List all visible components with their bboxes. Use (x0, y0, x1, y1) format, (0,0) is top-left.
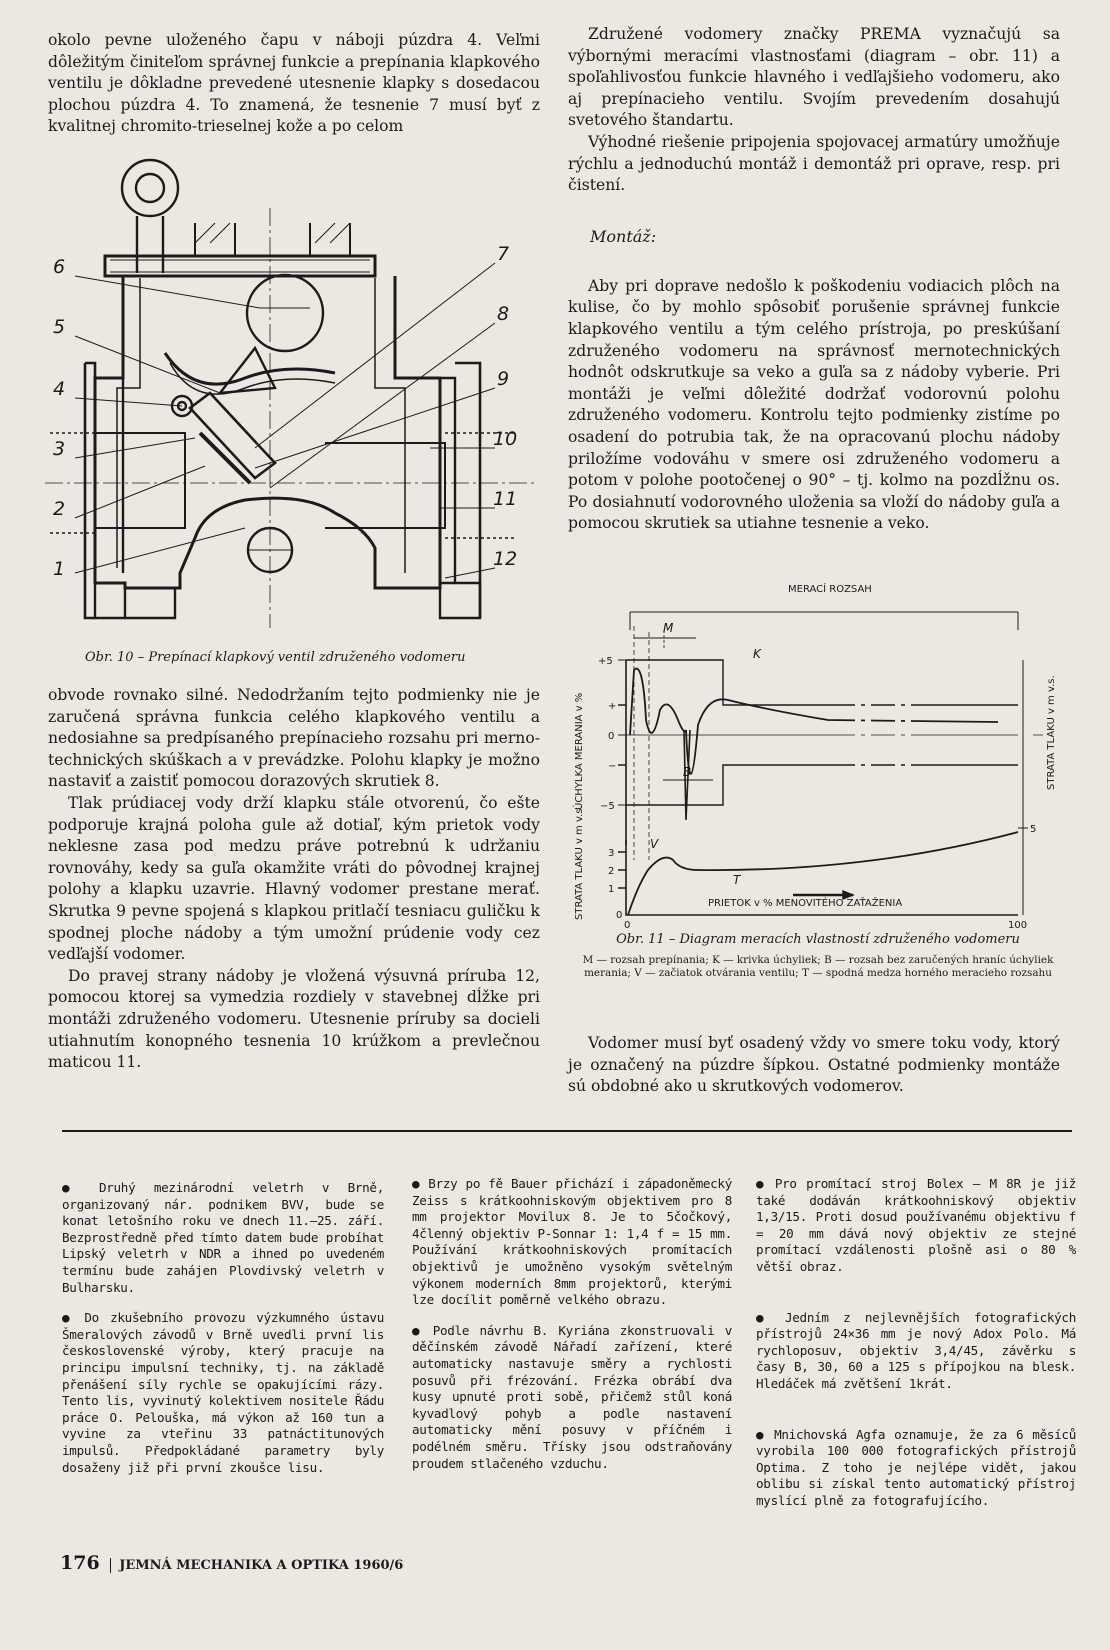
y-tick: +5 (598, 656, 613, 667)
y-axis-label-top: ÚCHYLKA MERANIA v % (574, 692, 585, 810)
eye-bolt-ring (122, 160, 178, 216)
news-item: ● Mnichovská Agfa oznamuje, že za 6 měsíců vyrobila 100 000 fotografických přístrojů Optima. Z toho je nejlépe vidět, jakou oblibu si získal tento automatický přístroj myslící plně za fotografujícího. (756, 1426, 1076, 1508)
y-tick: 3 (608, 848, 615, 859)
curve-label-t: T (733, 873, 741, 887)
journal-name: JEMNÁ MECHANIKA A OPTIKA 1960/6 (110, 1558, 403, 1573)
label-12: 12 (493, 548, 518, 570)
float-ball (247, 275, 323, 351)
curve-label-v: V (650, 837, 659, 851)
separator-rule (62, 1130, 1072, 1132)
label-5: 5 (53, 316, 66, 338)
news-item: ● Pro promítací stroj Bolex – M 8R je již také dodáván krátkoohniskový objektiv 1,3/15. Proti dosud používanému objektivu f = 20 mm dává nový objektiv ze stejné promítací vzdálenosti plošně asi o 80 % větší obraz. (756, 1176, 1076, 1274)
paragraph: Združené vodomery značky PREMA vyznačujú sa výbornými meracími vlastnosťami (diagram – obr. 11) a spoľahlivosťou funkcie hlavného i vedľajšieho vodomeru, ako aj prepínacieho ventilu. Svojím prevedením dosahujú svetového štandartu. (568, 25, 1060, 130)
y-tick: −5 (600, 801, 615, 812)
right-column-bottom (568, 1033, 1060, 1098)
figure-10 (45, 148, 545, 673)
section-heading: Montáž: (590, 226, 657, 246)
label-1: 1 (53, 558, 66, 580)
paragraph: Do pravej strany nádoby je vložená výsuvná príruba 12, pomocou ktorej sa vymedzia rozdiely v stavebnej dĺžke pri montáži združeného vodomeru. Utesnenie príruby sa docieli utiahnutím konopného tesnenia 10 krúžkom a prevlečnou maticou 11. (48, 966, 540, 1072)
measuring-diagram (568, 570, 1068, 931)
y-tick: 2 (608, 866, 615, 877)
y-tick: 0 (616, 910, 623, 921)
news-item: ● Podle návrhu B. Kyriána zkonstruovali v děčínském závodě Nářadí zařízení, které automaticky nastavuje směry a rychlosti posuvů při frézování. Frézka obrábí dva kusy upnuté proti sobě, přičemž stůl koná kyvadlový pohyb a podle nastavení automaticky mění posuvy v příčném i podélném směru. Třísky jsou odstraňovány proudem stlačeného vzduchu. (412, 1322, 732, 1471)
label-8: 8 (497, 303, 510, 325)
news-item: ● Do zkušebního provozu výzkumného ústavu Šmeralových závodů v Brně uvedli první lis československé výroby, který pracuje na principu impulsní techniky, tj. na základě přenášení síly rychle se opakujícími rázy. Tento lis, vyvinutý kolektivem nositele Řádu práce O. Pelouška, má výkon až 160 tun a vyvine za vteřinu 33 patnáctitunových impulsů. Předpokládané parametry byly dosaženy již při první zkoušce lisu. (62, 1310, 384, 1475)
y-tick: 1 (608, 884, 615, 895)
x-tick: 0 (624, 920, 631, 931)
y-tick: − (608, 761, 617, 772)
news-column-3 (756, 1176, 1076, 1524)
label-6: 6 (53, 256, 66, 278)
page-number: 176 (60, 1552, 100, 1574)
valve-drawing (45, 148, 545, 648)
news-item: ● Jedním z nejlevnějších fotografických přístrojů 24×36 mm je nový Adox Polo. Má rychloposuv, objektiv 3,4/45, závěrku s časy B, 30, 60 a 125 s přípojkou na blesk. Hledáček má zvětšení 1krát. (756, 1309, 1076, 1391)
x-axis-label: PRIETOK v % MENOVITÉHO ZAŤAŽENIA (708, 898, 903, 909)
label-11: 11 (493, 488, 518, 510)
bullet-icon: ● (756, 1309, 785, 1325)
page-footer (60, 1552, 403, 1574)
paragraph: Tlak prúdiacej vody drží klapku stále otvorenú, čo ešte podporuje krajná poloha gule až dotiaľ, kým prietok vody neklesne zasa pod medzu práve potrebnú k udržaniu rovnováhy, kedy sa guľa okamžite vráti do pôvodnej krajnej polohy a klapku uzavrie. Hlavný vodomer prestane merať. Skrutka 9 pevne spojená s klapkou pritlačí tesniacu guličku k spodnej ploche nádoby a tým umožní prúdenie vody cez vedľajší vodomer. (48, 793, 540, 964)
y-axis-label-bottom: STRATA TLAKU v m v.s. (574, 805, 585, 920)
paragraph: obvode rovnako silné. Nedodržaním tejto podmienky nie je zaručená správna funkcia celého klapkového ventilu a nedosiahne sa predpísaného prepínacieho rozsahu pri merno-technických skúškach a v prevádzke. Polohu klapky je možno nastaviť a zaistiť pomocou dorazových skrutiek 8. (48, 686, 540, 791)
bullet-icon: ● (62, 1310, 85, 1326)
news-item: ● Brzy po fě Bauer přichází i západoněmecký Zeiss s krátkoohniskovým objektivem pro 8 mm projektor Movilux 8. Je to 5čočkový, 4členný objektiv P-Sonnar 1: 1,4 f = 15 mm. Používání krátkoohniskových promítacích objektivů je umožněno vysokým světelným výkonem moderních 8mm projektorů, kterými lze docílit poměrně velkého obrazu. (412, 1176, 732, 1308)
figure-11-caption: Obr. 11 – Diagram meracích vlastností združeného vodomeru (616, 932, 1020, 947)
bullet-icon: ● (756, 1426, 775, 1442)
chart-title: MERACÍ ROZSAH (788, 584, 872, 595)
label-3: 3 (53, 438, 66, 460)
label-9: 9 (497, 368, 510, 390)
curve-label-b: B (683, 765, 692, 779)
bullet-icon: ● (62, 1180, 99, 1195)
label-2: 2 (53, 498, 66, 520)
news-item: ● Druhý mezinárodní veletrh v Brně, organizovaný nár. podnikem BVV, bude se konat letošního roku ve dnech 11.—25. září. Bezprostředně před tímto datem bude probíhat Lipský veletrh v NDR a ihned po uvedeném termínu bude zahájen Plovdivský veletrh v Bulharsku. (62, 1180, 384, 1295)
y-tick-right: 5 (1030, 824, 1037, 835)
figure-10-caption: Obr. 10 – Prepínací klapkový ventil združeného vodomeru (85, 650, 466, 665)
x-tick: 100 (1008, 920, 1028, 931)
label-10: 10 (493, 428, 518, 450)
paragraph: okolo pevne uloženého čapu v náboji púzdra 4. Veľmi dôležitým činiteľom správnej funkcie a prepínania klapkového ventilu je dôkladne prevedené utesnenie klapky s dosedacou plochou púzdra 4. To znamená, že tesnenie 7 musí byť z kvalitnej chromito-trieselnej kože a po celom (48, 31, 540, 136)
figure-11 (568, 570, 1068, 1010)
y-tick: + (608, 701, 617, 712)
left-column-top (48, 30, 540, 138)
right-column-top (568, 24, 1060, 535)
paragraph: Výhodné riešenie pripojenia spojovacej armatúry umožňuje rýchlu a jednoduchú montáž i demontáž pri oprave, resp. pri čistení. (568, 132, 1060, 195)
news-column-1 (62, 1180, 384, 1490)
paragraph: Vodomer musí byť osadený vždy vo smere toku vody, ktorý je označený na púzdre šípkou. Ostatné podmienky montáže sú obdobné ako u skrutkových vodomerov. (568, 1034, 1060, 1096)
left-column-bottom (48, 685, 540, 1074)
news-column-2 (412, 1176, 732, 1486)
bullet-icon: ● (412, 1176, 429, 1191)
figure-11-legend: M — rozsah prepínania; K — krivka úchyliek; B — rozsah bez zaručených hraníc úchyliek merania; V — začiatok otvárania ventilu; T — spodná medza horného meracieho rozsahu (582, 954, 1054, 979)
curve-label-k: K (753, 647, 761, 661)
bullet-icon: ● (756, 1176, 775, 1191)
label-4: 4 (53, 378, 66, 400)
bullet-icon: ● (412, 1322, 433, 1338)
label-7: 7 (497, 243, 510, 265)
y-axis-label-right: STRATA TLAKU v m v.s. (1046, 675, 1057, 790)
paragraph: Aby pri doprave nedošlo k poškodeniu vodiacich plôch na kulise, čo by mohlo spôsobiť porušenie správnej funkcie klapkového ventilu a tým celého prístroja, po preskúšaní združeného vodomeru na správnosť mernotechnických hodnôt odskrutkuje sa veko a guľa sa z nádoby vyberie. Pri montáži je veľmi dôležité dodržať vodorovnú polohu združeného vodomeru. Kontrolu tejto podmienky zistíme po osadení do potrubia tak, že na opracovanú plochu nádoby priložíme vodováhu v smere osi združeného vodomeru a potom v polohe pootočenej o 90° – tj. kolmo na pozdĺžnu os. Po dosiahnutí vodorovného uloženia sa vloží do nádoby guľa a pomocou skrutiek sa utiahne tesnenie a veko. (568, 276, 1060, 533)
y-tick: 0 (608, 731, 615, 742)
curve-label-m: M (663, 621, 674, 635)
